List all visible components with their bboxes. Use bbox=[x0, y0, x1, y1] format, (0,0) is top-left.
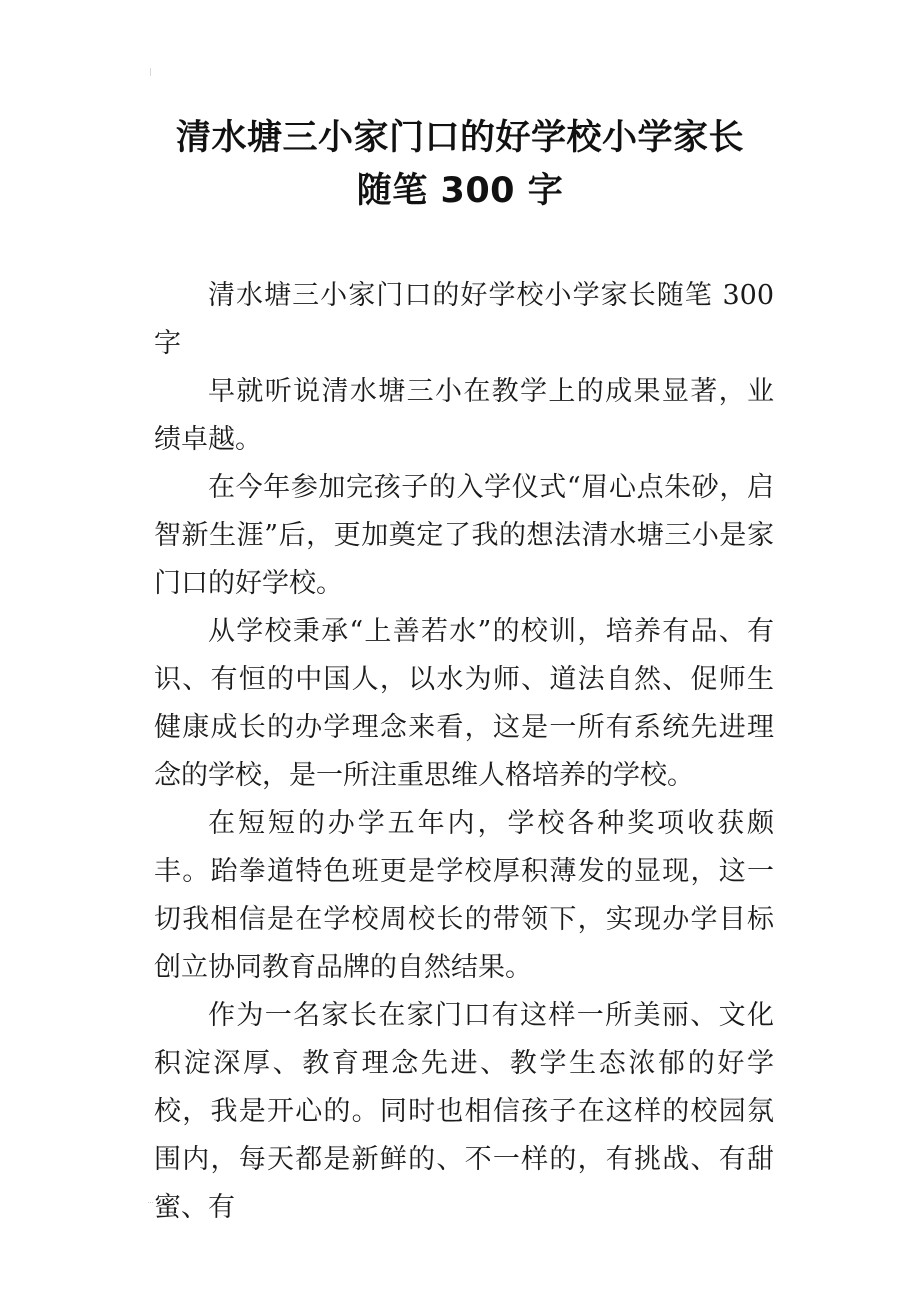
title-line-2: 随笔 300 字 bbox=[356, 171, 564, 211]
document-title bbox=[120, 112, 800, 218]
paragraph: 在短短的办学五年内，学校各种奖项收获颇丰。跆拳道特色班更是学校厚积薄发的显现，这一切我相信是在学校周校长的带领下，实现办学目标创立协同教育品牌的自然结果。 bbox=[154, 808, 774, 983]
title-line-1: 清水塘三小家门口的好学校小学家长 bbox=[175, 118, 744, 158]
corner-mark-top bbox=[150, 68, 157, 76]
paragraph: 从学校秉承“上善若水”的校训，培养有品、有识、有恒的中国人，以水为师、道法自然、促师生健康成长的办学理念来看，这是一所有系统先进理念的学校，是一所注重思维人格培养的学校。 bbox=[154, 616, 774, 791]
paragraph: 清水塘三小家门口的好学校小学家长随笔 300 字 bbox=[154, 280, 774, 359]
paragraph: 作为一名家长在家门口有这样一所美丽、文化积淀深厚、教育理念先进、教学生态浓郁的好学校，我是开心的。同时也相信孩子在这样的校园氛围内，每天都是新鲜的、不一样的，有挑战、有甜蜜、有 bbox=[154, 1000, 774, 1223]
paragraph: 早就听说清水塘三小在教学上的成果显著，业绩卓越。 bbox=[154, 376, 774, 455]
paragraph: 在今年参加完孩子的入学仪式“眉心点朱砂，启智新生涯”后，更加奠定了我的想法清水塘三小是家门口的好学校。 bbox=[154, 472, 774, 599]
corner-mark-bottom bbox=[148, 1196, 153, 1203]
document-body bbox=[154, 272, 774, 1232]
